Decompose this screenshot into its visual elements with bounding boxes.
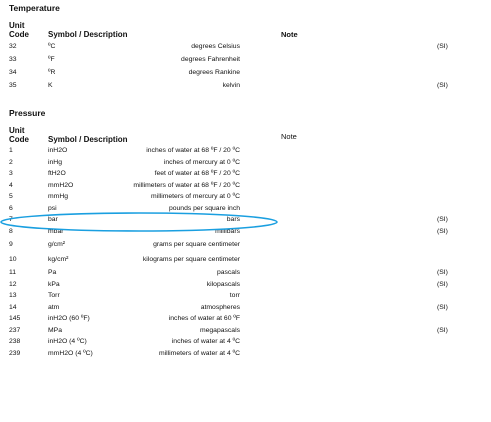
- symbol-cell: bar: [48, 216, 58, 223]
- unit-code-cell: 12: [9, 280, 17, 288]
- table-row: [0, 338, 491, 350]
- temperature-note-header: Note: [281, 30, 298, 39]
- table-row: [0, 170, 491, 182]
- description-cell: bars: [226, 216, 240, 223]
- pressure-unit-code-header: [9, 126, 29, 144]
- description-cell: atmospheres: [200, 303, 240, 311]
- pressure-symbol-description-header: Symbol / Description: [48, 135, 128, 144]
- symbol-cell: inH2O: [48, 147, 68, 154]
- note-cell: (SI): [437, 43, 448, 50]
- description-cell: degrees Celsius: [191, 43, 240, 50]
- note-cell: (SI): [437, 216, 448, 223]
- symbol-cell: psi: [48, 204, 57, 212]
- description-cell: millimeters of mercury at 0 ºC: [151, 193, 240, 200]
- description-cell: inches of water at 68 ºF / 20 ºC: [146, 147, 240, 154]
- symbol-cell: atm: [48, 303, 60, 311]
- table-row: [0, 281, 491, 293]
- symbol-cell: MPa: [48, 326, 62, 334]
- symbol-cell: ftH2O: [48, 170, 66, 177]
- unit-code-cell: 33: [9, 56, 17, 63]
- table-row: [0, 182, 491, 194]
- unit-code-cell: 34: [9, 69, 17, 76]
- note-cell: (SI): [437, 82, 448, 89]
- unit-code-cell: 5: [9, 193, 13, 200]
- description-cell: kilopascals: [206, 280, 240, 288]
- table-row: [0, 147, 491, 159]
- table-row: [0, 269, 491, 281]
- note-cell: (SI): [437, 326, 448, 334]
- unit-code-cell: 239: [9, 349, 21, 357]
- unit-code-cell: 4: [9, 181, 13, 189]
- note-cell: (SI): [437, 303, 448, 311]
- table-row: [0, 159, 491, 171]
- note-cell: (SI): [437, 227, 448, 235]
- table-row: [0, 82, 491, 94]
- description-cell: megapascals: [199, 326, 240, 334]
- note-cell: (SI): [437, 269, 448, 276]
- description-cell: millimeters of water at 4 ºC: [158, 349, 240, 357]
- table-row: [0, 205, 491, 217]
- symbol-cell: Pa: [48, 269, 57, 276]
- unit-code-cell: 237: [9, 326, 21, 334]
- symbol-cell: inH2O (4 ºC): [48, 338, 87, 345]
- unit-code-cell: 9: [9, 241, 13, 248]
- description-cell: pounds per square inch: [168, 204, 240, 212]
- unit-code-cell: 10: [9, 255, 17, 263]
- pressure-note-header: Note: [281, 132, 297, 141]
- description-cell: kelvin: [222, 82, 240, 89]
- table-row: [0, 228, 491, 240]
- table-row: [0, 69, 491, 81]
- description-cell: inches of water at 4 ºC: [171, 338, 240, 345]
- description-cell: torr: [229, 292, 240, 299]
- unit-code-cell: 6: [9, 204, 13, 212]
- symbol-cell: ºC: [48, 43, 56, 50]
- pressure-section-title: Pressure: [9, 108, 46, 118]
- table-row: [0, 350, 491, 362]
- symbol-cell: mmH2O: [48, 181, 74, 189]
- table-row: [0, 43, 491, 55]
- temperature-section-title: Temperature: [9, 3, 60, 13]
- description-cell: pascals: [216, 269, 240, 276]
- table-row: [0, 193, 491, 205]
- description-cell: inches of water at 60 ºF: [168, 315, 240, 322]
- unit-code-cell: 11: [9, 269, 17, 276]
- table-row: [0, 292, 491, 304]
- symbol-cell: kPa: [48, 280, 60, 288]
- unit-code-cell: 13: [9, 292, 17, 299]
- table-row: [0, 304, 491, 316]
- symbol-cell: inH2O (60 ºF): [48, 315, 90, 322]
- symbol-cell: inHg: [48, 158, 62, 166]
- table-row: [0, 241, 491, 253]
- unit-code-cell: 7: [9, 216, 13, 223]
- description-cell: kilograms per square centimeter: [142, 255, 240, 263]
- symbol-cell: g/cm²: [48, 241, 65, 248]
- symbol-cell: kg/cm²: [48, 255, 69, 263]
- symbol-cell: K: [48, 82, 53, 89]
- symbol-cell: ºR: [48, 69, 56, 76]
- description-cell: degrees Rankine: [188, 69, 240, 76]
- note-cell: (SI): [437, 280, 448, 288]
- table-row: [0, 56, 491, 68]
- table-row: [0, 327, 491, 339]
- symbol-cell: mmHg: [48, 193, 69, 200]
- symbol-cell: Torr: [48, 292, 60, 299]
- unit-code-cell: 1: [9, 147, 13, 154]
- code-header-label: Code: [9, 135, 29, 144]
- unit-code-cell: 14: [9, 303, 17, 311]
- code-header-label: Code: [9, 30, 29, 39]
- description-cell: millimeters of water at 68 ºF / 20 ºC: [133, 181, 240, 189]
- unit-code-cell: 238: [9, 338, 21, 345]
- unit-code-cell: 35: [9, 82, 17, 89]
- description-cell: millibars: [215, 227, 240, 235]
- description-cell: grams per square centimeter: [153, 241, 240, 248]
- unit-code-cell: 2: [9, 158, 13, 166]
- description-cell: degrees Fahrenheit: [181, 56, 240, 63]
- table-row: [0, 216, 491, 228]
- unit-header-label: Unit: [9, 21, 25, 30]
- unit-code-cell: 3: [9, 170, 13, 177]
- symbol-cell: ºF: [48, 56, 55, 63]
- unit-code-cell: 32: [9, 43, 17, 50]
- temperature-symbol-description-header: Symbol / Description: [48, 30, 128, 39]
- table-row: [0, 256, 491, 268]
- symbol-cell: mbar: [48, 227, 64, 235]
- unit-header-label: Unit: [9, 126, 25, 135]
- unit-code-cell: 145: [9, 315, 21, 322]
- table-row: [0, 315, 491, 327]
- symbol-cell: mmH2O (4 ºC): [48, 349, 93, 357]
- description-cell: feet of water at 68 ºF / 20 ºC: [154, 170, 240, 177]
- unit-code-cell: 8: [9, 227, 13, 235]
- description-cell: inches of mercury at 0 ºC: [163, 158, 240, 166]
- temperature-unit-code-header: [9, 21, 29, 39]
